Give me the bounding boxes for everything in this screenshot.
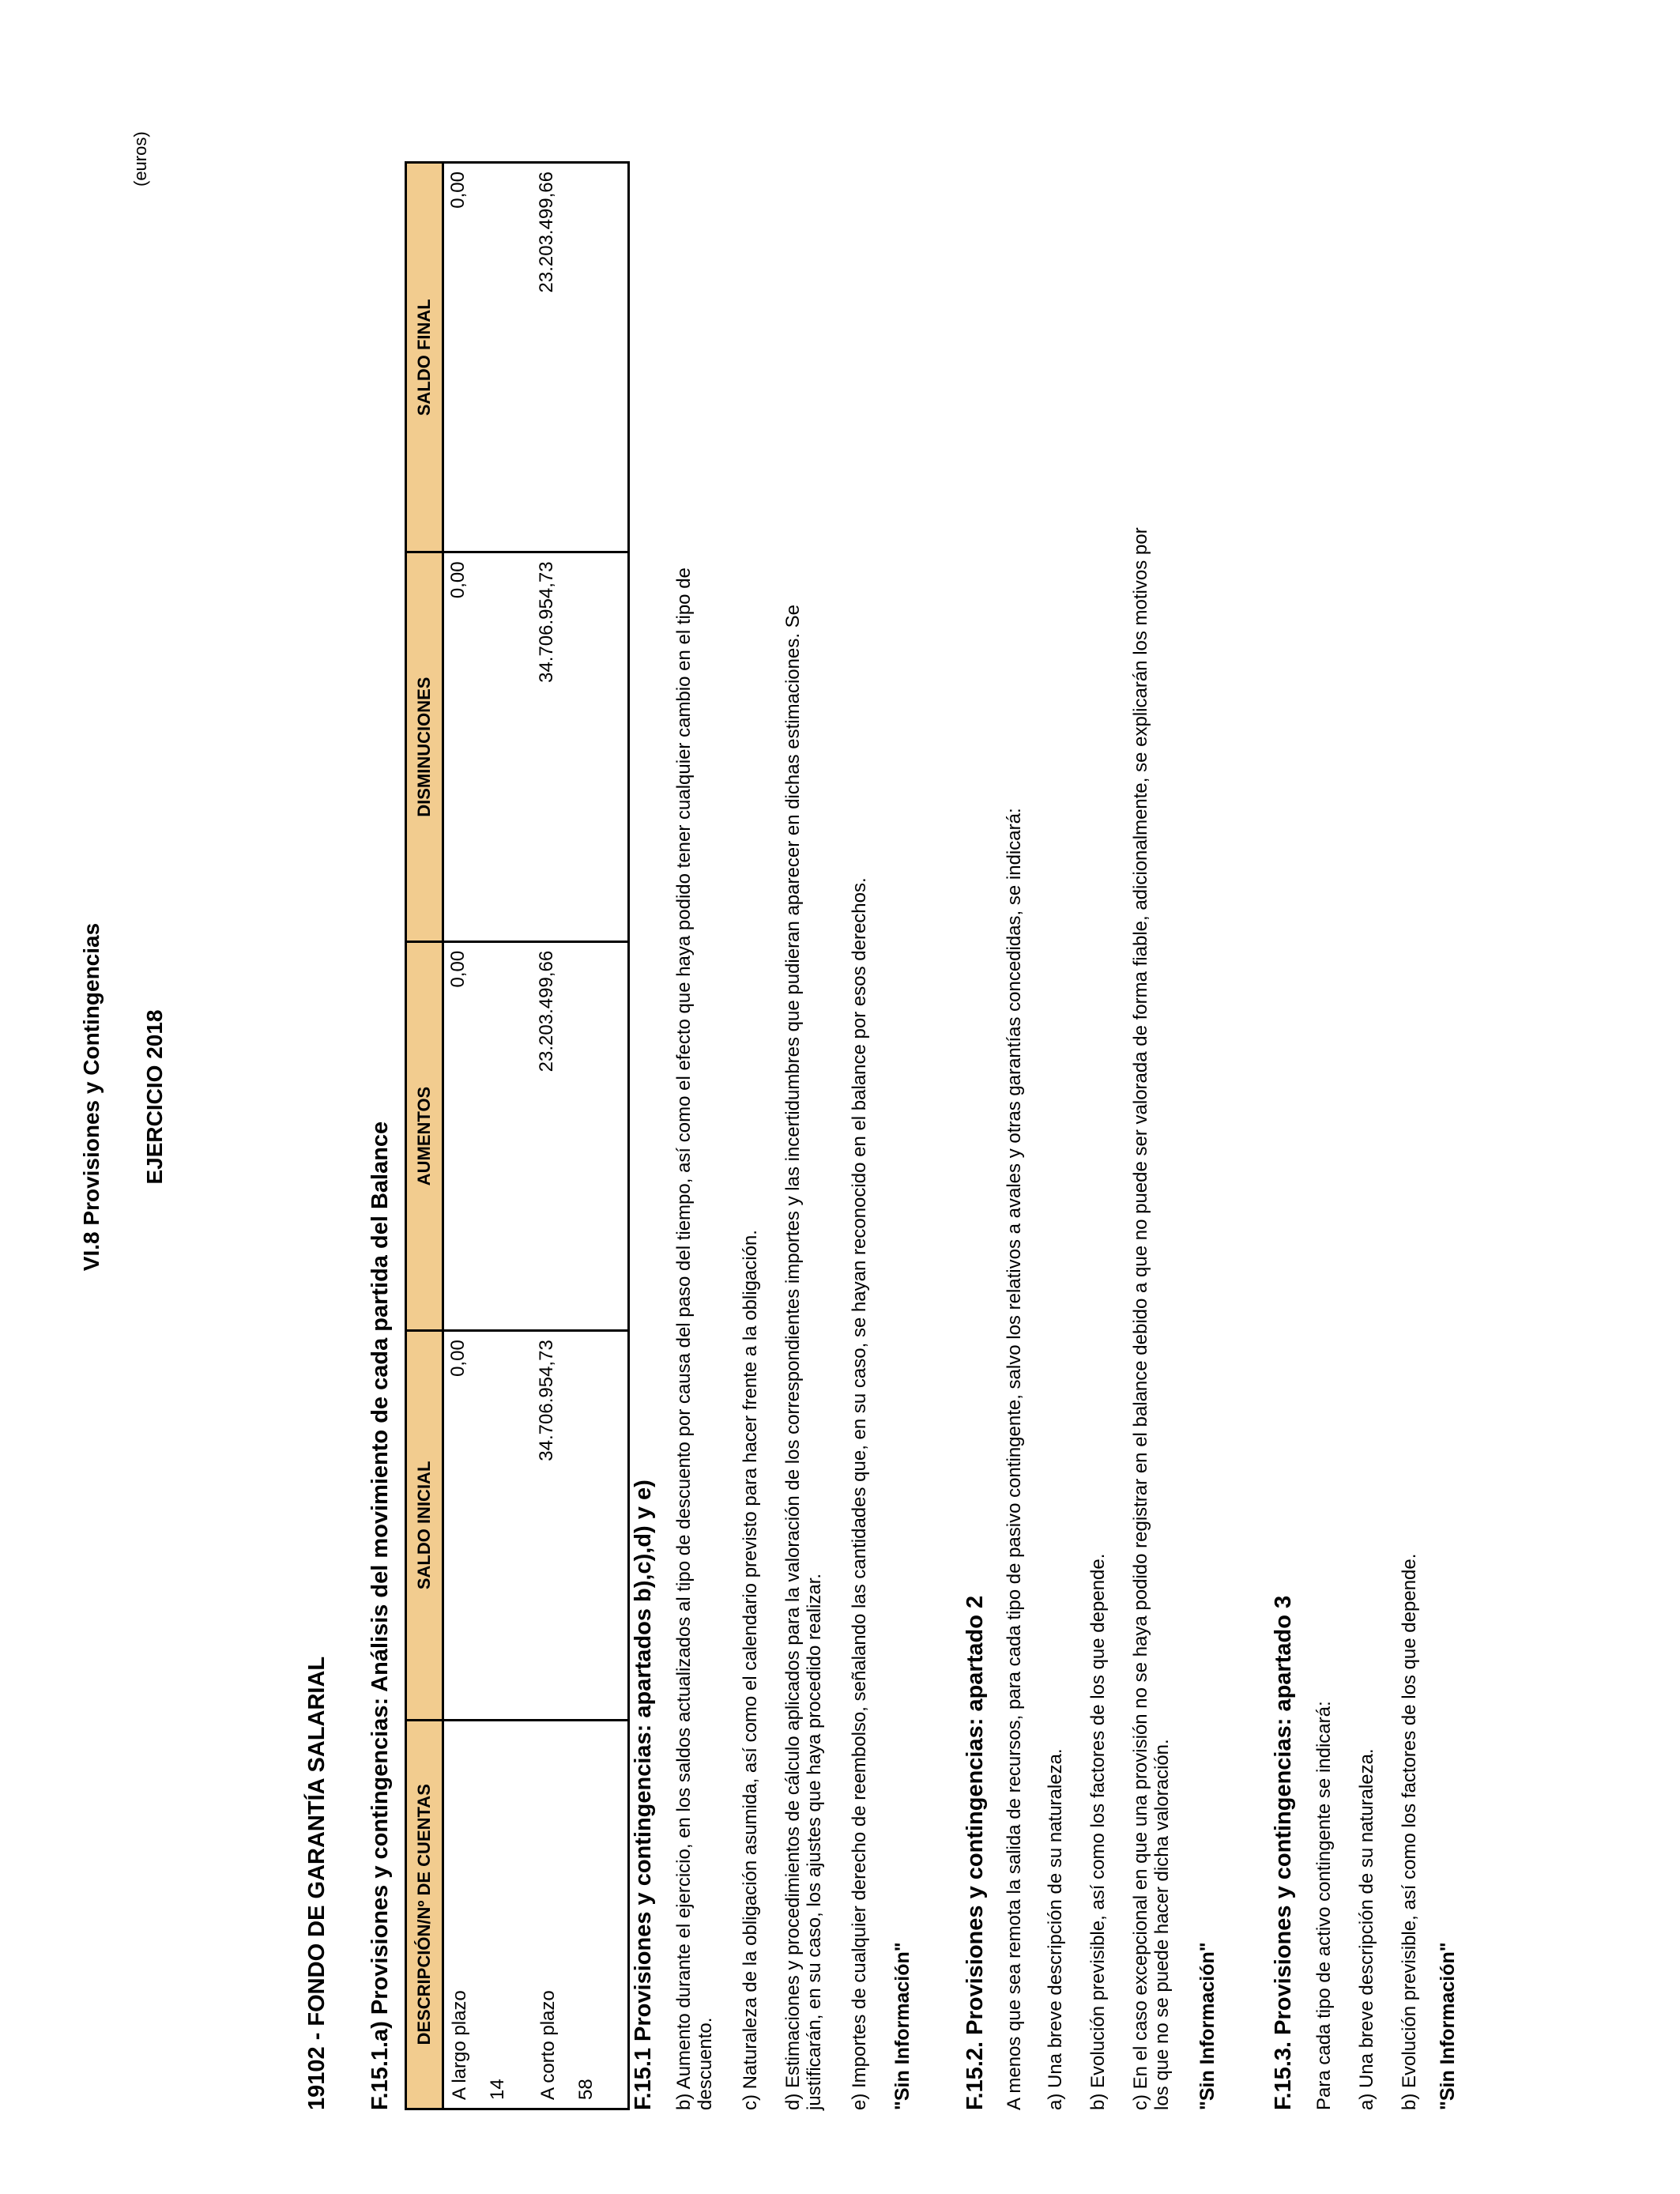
- description-cell: [443, 1720, 533, 2109]
- paragraph-e: e) Importes de cualquier derecho de reembolso, señalando las cantidades que, en su caso, se hayan reconocido en el balance por esos derechos.: [849, 877, 870, 2110]
- section-b-title: F.15.1 Provisiones y contingencias: apartados b),c),d) y e): [631, 1480, 656, 2110]
- saldo-final-cell: 23.203.499,66: [533, 163, 629, 552]
- disminuciones-cell: 34.706.954,73: [533, 552, 629, 941]
- section-2-intro: A menos que sea remota la salida de recursos, para cada tipo de pasivo contingente, salvo los relativos a avales y otras garantías concedidas, se indicará:: [1004, 808, 1025, 2110]
- section-a-title: F.15.1.a) Provisiones y contingencias: Análisis del movimiento de cada partida del Balance: [367, 1121, 393, 2110]
- column-header: AUMENTOS: [406, 941, 443, 1330]
- table-row: [533, 163, 629, 2109]
- section-2-item-b: b) Evolución previsible, así como los factores de los que depende.: [1087, 1553, 1109, 2110]
- saldo-final-cell: 0,00: [443, 163, 533, 552]
- saldo-inicial-cell: 0,00: [443, 1331, 533, 1720]
- column-header: SALDO INICIAL: [406, 1331, 443, 1720]
- movement-table: [405, 161, 630, 2110]
- row-description: A largo plazo: [449, 1990, 470, 2100]
- description-cell: [533, 1720, 629, 2109]
- ejercicio-title: EJERCICIO 2018: [142, 1009, 167, 1185]
- row-description: A corto plazo: [537, 1990, 559, 2100]
- sin-informacion: "Sin Información": [891, 1942, 913, 2110]
- sin-informacion: "Sin Información": [1437, 1942, 1459, 2110]
- saldo-inicial-cell: 34.706.954,73: [533, 1331, 629, 1720]
- paragraph-b-line2: descuento.: [695, 2017, 716, 2110]
- paragraph-d-line2: justificarán, en su caso, los ajustes que haya procedido realizar.: [804, 1573, 825, 2110]
- sin-informacion: "Sin Información": [1196, 1942, 1219, 2110]
- document-title: VI.8 Provisiones y Contingencias: [79, 922, 104, 1272]
- section-2-title: F.15.2. Provisiones y contingencias: apartado 2: [962, 1595, 988, 2110]
- table-row: [443, 163, 533, 2109]
- paragraph-c: c) Naturaleza de la obligación asumida, así como el calendario previsto para hacer frente a la obligación.: [740, 1230, 761, 2110]
- section-3-item-b: b) Evolución previsible, así como los factores de los que depende.: [1399, 1553, 1420, 2110]
- row-account: 14: [487, 2079, 508, 2100]
- aumentos-cell: 23.203.499,66: [533, 941, 629, 1330]
- section-3-title: F.15.3. Provisiones y contingencias: apartado 3: [1271, 1595, 1296, 2110]
- row-account: 58: [575, 2079, 597, 2100]
- column-header: DESCRIPCIÓN/Nº DE CUENTAS: [406, 1720, 443, 2109]
- section-2-item-c-line2: los que no se puede hacer dicha valoración.: [1151, 1739, 1173, 2110]
- column-header: SALDO FINAL: [406, 163, 443, 552]
- entity-title: 19102 - FONDO DE GARANTÍA SALARIAL: [304, 1656, 330, 2110]
- paragraph-b: [673, 198, 716, 2110]
- section-3-item-a: a) Una breve descripción de su naturaleza.: [1356, 1748, 1377, 2110]
- aumentos-cell: 0,00: [443, 941, 533, 1330]
- paragraph-d-line1: d) Estimaciones y procedimientos de cálculo aplicados para la valoración de los correspondientes importes y las incertidumbres que pudieran aparecer en dichas estimaciones. Se: [782, 604, 804, 2110]
- section-2-item-c-line1: c) En el caso excepcional en que una provisión no se haya podido registrar en el balance debido a que no puede ser valorada de forma fiable, adicionalmente, se explicarán los motivos por: [1130, 527, 1151, 2110]
- section-2-item-a: a) Una breve descripción de su naturaleza.: [1045, 1748, 1066, 2110]
- paragraph-d: [782, 198, 825, 2110]
- section-2-item-c: [1130, 198, 1173, 2110]
- paragraph-b-line1: b) Aumento durante el ejercicio, en los saldos actualizados al tipo de descuento por causa del paso del tiempo, así como el efecto que haya podido tener cualquier cambio en el tipo de: [673, 567, 695, 2110]
- section-3-intro: Para cada tipo de activo contingente se indicará:: [1313, 1701, 1335, 2110]
- units-label: (euros): [130, 131, 150, 187]
- table-header-row: [406, 163, 443, 2109]
- column-header: DISMINUCIONES: [406, 552, 443, 941]
- disminuciones-cell: 0,00: [443, 552, 533, 941]
